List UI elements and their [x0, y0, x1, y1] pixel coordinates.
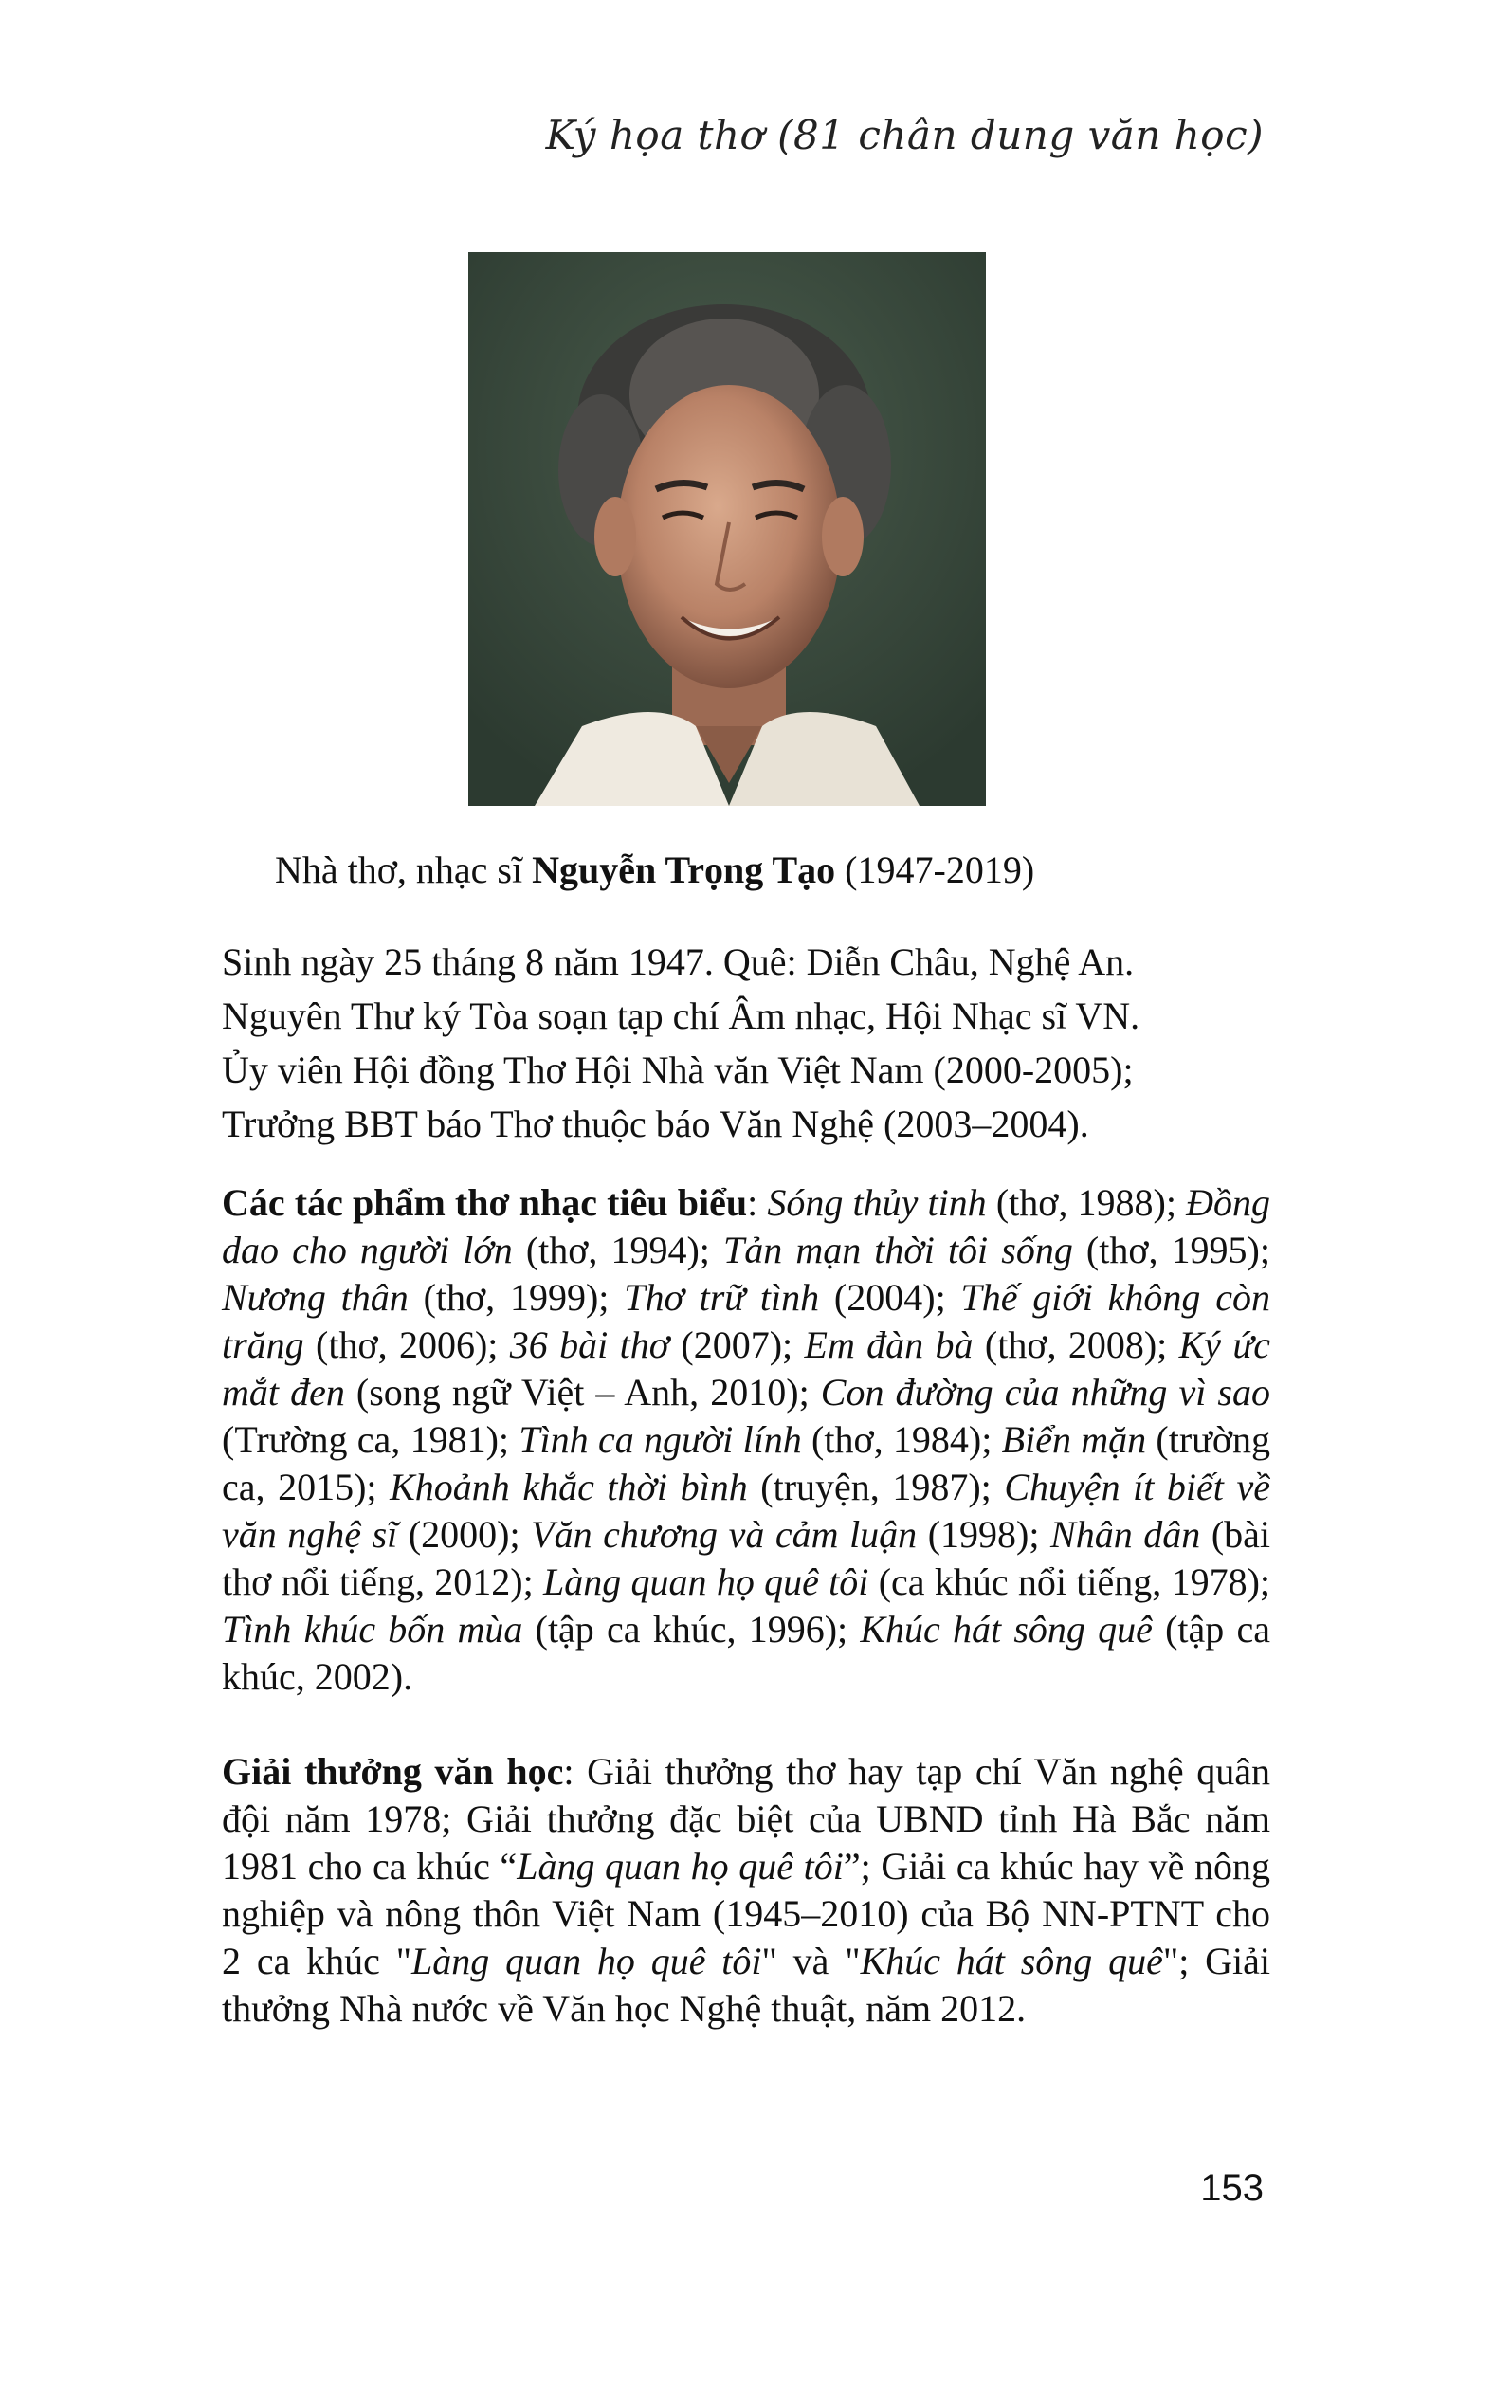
caption-prefix: Nhà thơ, nhạc sĩ [275, 848, 533, 891]
work-title: Em đàn bà [804, 1323, 974, 1366]
works-section [222, 1179, 1270, 1701]
works-text: (thơ, 1999); [408, 1276, 625, 1319]
work-title: Làng quan họ quê tôi [542, 1560, 869, 1603]
works-text: (tập ca khúc, 2002). [222, 1608, 1270, 1698]
bio-line: Trưởng BBT báo Thơ thuộc báo Văn Nghệ (2003–2004). [222, 1103, 1089, 1145]
bio-section [222, 935, 1270, 1151]
works-text: (ca khúc nổi tiếng, 1978); [868, 1560, 1270, 1603]
work-title: Văn chương và cảm luận [531, 1513, 918, 1556]
works-text: (bài thơ nổi tiếng, 2012); [222, 1513, 1271, 1603]
works-text: (1998); [917, 1513, 1051, 1556]
work-title: Sóng thủy tinh [767, 1181, 987, 1224]
work-title: Ký ức mắt đen [222, 1323, 1270, 1414]
works-text: (thơ, 1994); [512, 1229, 723, 1271]
works-text: (thơ, 2008); [973, 1323, 1179, 1366]
bio-line: Sinh ngày 25 tháng 8 năm 1947. Quê: Diễn Châu, Nghệ An. [222, 940, 1135, 983]
portrait-photo [468, 252, 986, 806]
song-title: Làng quan họ quê tôi [517, 1845, 844, 1888]
awards-text: : Giải thưởng thơ hay tạp chí Văn nghệ quân đội năm 1978; Giải thưởng đặc biệt của UBND tỉnh Hà Bắc năm 1981 cho ca khúc “ [222, 1750, 1270, 1888]
works-heading: Các tác phẩm thơ nhạc tiêu biểu [222, 1181, 748, 1224]
page-number: 153 [1200, 2167, 1264, 2209]
work-title: Biển mặn [1001, 1418, 1147, 1461]
works-text: (song ngữ Việt – Anh, 2010); [344, 1371, 821, 1414]
works-text: (thơ, 1984); [801, 1418, 1002, 1461]
awards-text: "; Giải thưởng Nhà nước về Văn học Nghệ thuật, năm 2012. [222, 1940, 1270, 2030]
portrait-illustration [468, 252, 986, 806]
bio-line: Nguyên Thư ký Tòa soạn tạp chí Âm nhạc, Hội Nhạc sĩ VN. [222, 994, 1140, 1037]
work-title: Tình khúc bốn mùa [222, 1608, 523, 1651]
awards-heading: Giải thưởng văn học [222, 1750, 564, 1793]
work-title: Khoảnh khắc thời bình [390, 1466, 748, 1508]
works-text: (2004); [819, 1276, 961, 1319]
works-text: (trường ca, 2015); [222, 1418, 1270, 1508]
song-title: Khúc hát sông quê [860, 1940, 1163, 1982]
work-title: Con đường của những vì sao [820, 1371, 1270, 1414]
work-title: Chuyện ít biết về văn nghệ sĩ [222, 1466, 1270, 1556]
song-title: Làng quan họ quê tôi [411, 1940, 762, 1982]
works-text: (Trường ca, 1981); [222, 1418, 519, 1461]
works-paragraph [222, 1179, 1270, 1701]
work-title: Thế giới không còn trăng [222, 1276, 1270, 1366]
author-name: Nguyễn Trọng Tạo [532, 848, 836, 891]
work-title: Nương thân [222, 1276, 409, 1319]
work-title: Tản mạn thời tôi sống [723, 1229, 1073, 1271]
awards-text: ”; Giải ca khúc hay về nông nghiệp và nông thôn Việt Nam (1945–2010) của Bộ NN-PTNT cho 2 ca khúc " [222, 1845, 1270, 1982]
portrait-caption [275, 848, 1034, 892]
awards-paragraph [222, 1748, 1270, 2033]
awards-section [222, 1748, 1270, 2033]
works-text: (2000); [397, 1513, 532, 1556]
works-text: (truyện, 1987); [747, 1466, 1005, 1508]
awards-text: " và " [761, 1940, 861, 1982]
work-title: Nhân dân [1050, 1513, 1201, 1556]
works-text: (thơ, 1988); [986, 1181, 1187, 1224]
works-text: (thơ, 1995); [1072, 1229, 1270, 1271]
work-title: Tình ca người lính [519, 1418, 802, 1461]
work-title: Khúc hát sông quê [860, 1608, 1153, 1651]
work-title: 36 bài thơ [509, 1323, 670, 1366]
works-text: : [747, 1181, 768, 1224]
works-text: (thơ, 2006); [303, 1323, 510, 1366]
works-text: (2007); [669, 1323, 805, 1366]
work-title: Đồng dao cho người lớn [222, 1181, 1270, 1271]
works-text: (tập ca khúc, 1996); [522, 1608, 861, 1651]
running-head: Ký họa thơ (81 chân dung văn học) [545, 112, 1264, 158]
work-title: Thơ trữ tình [624, 1276, 820, 1319]
author-years: (1947-2019) [835, 848, 1035, 891]
bio-line: Ủy viên Hội đồng Thơ Hội Nhà văn Việt Nam (2000-2005); [222, 1049, 1134, 1091]
